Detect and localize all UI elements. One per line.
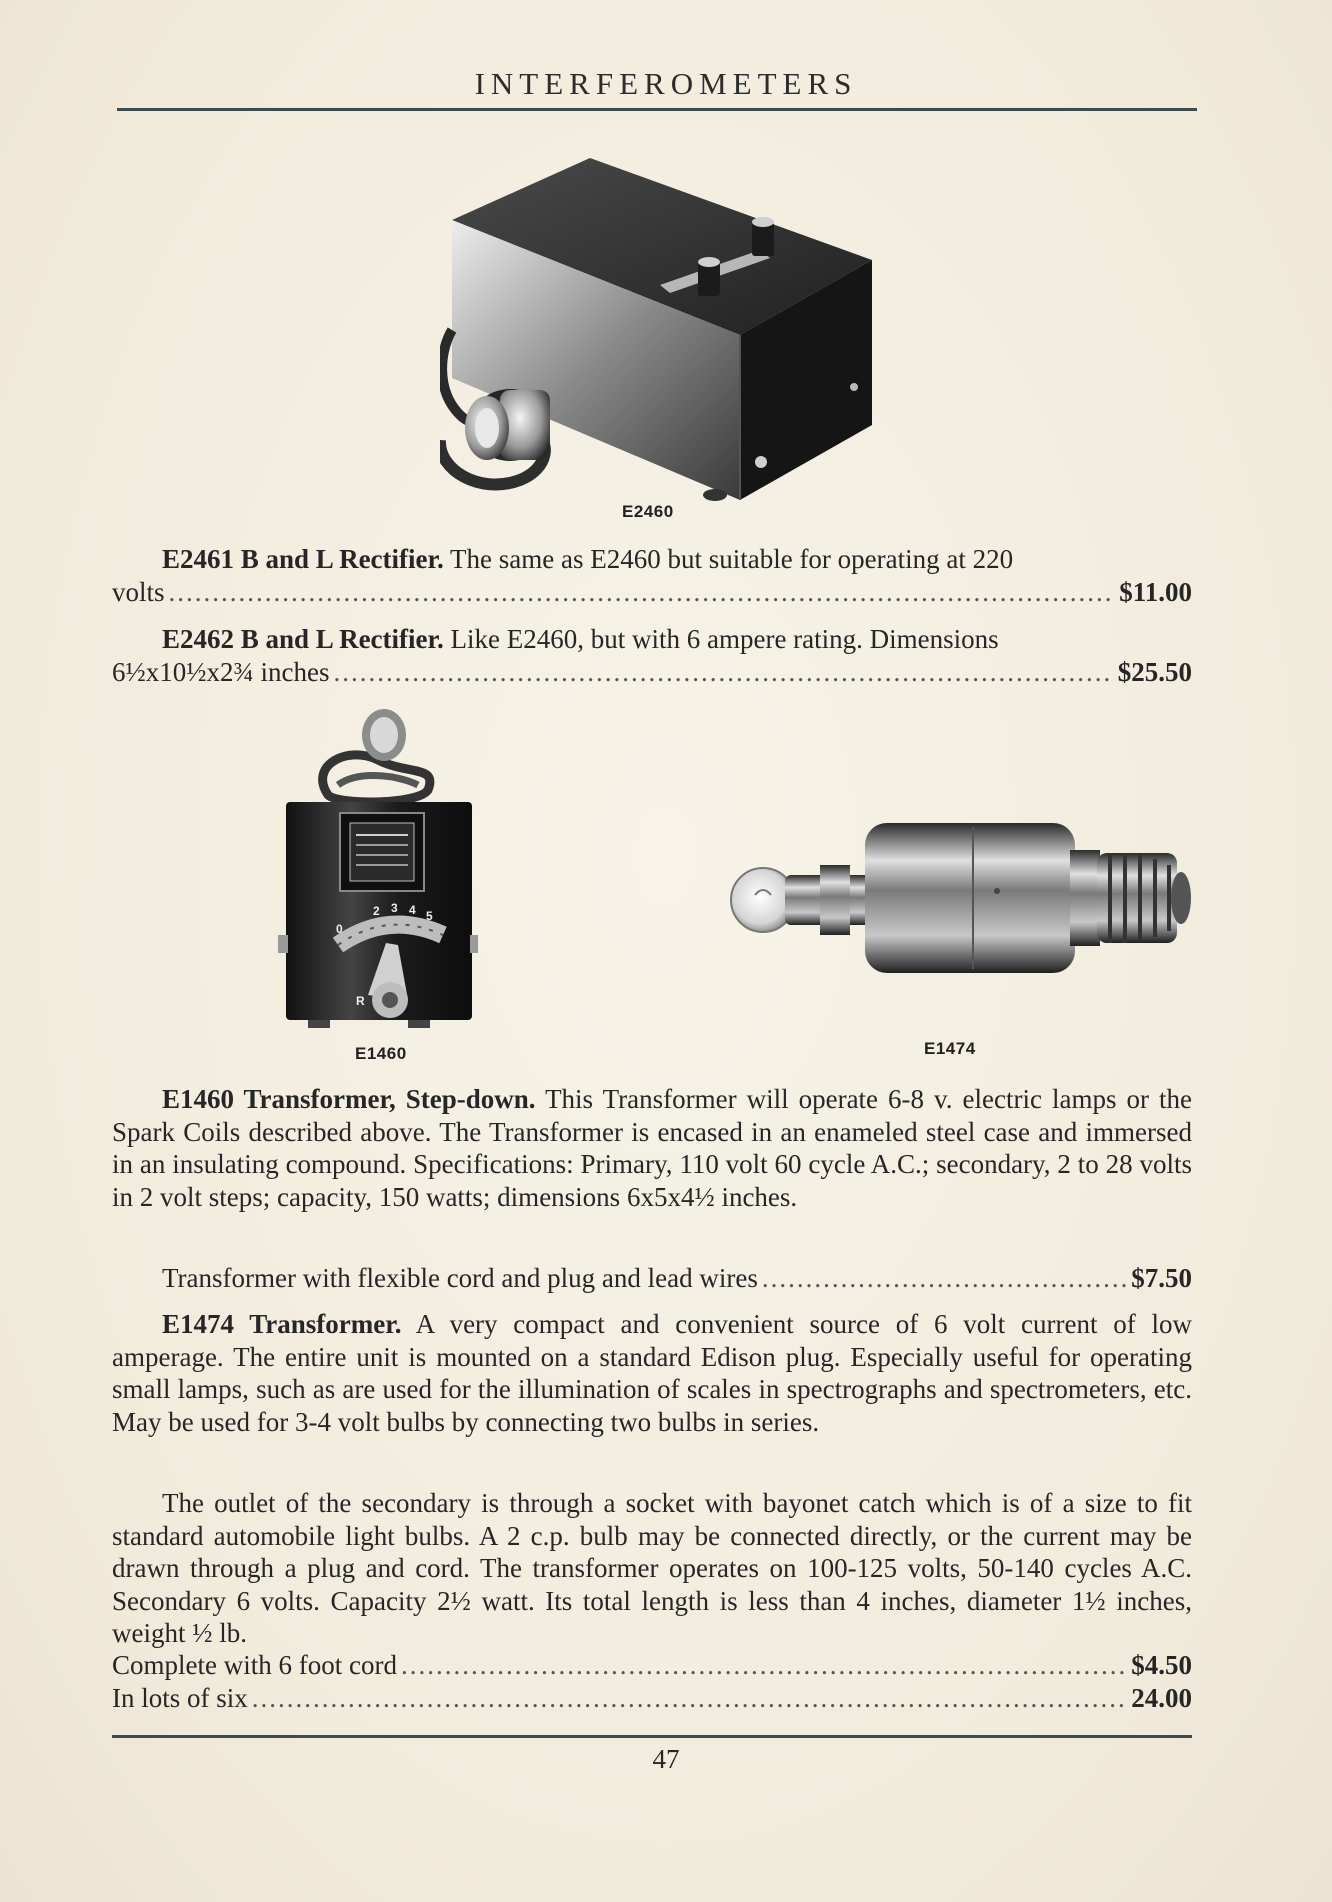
item-e2462-title: E2462 B and L Rectifier.	[162, 624, 444, 654]
header-rule	[117, 108, 1197, 111]
dial-number: 3	[391, 901, 398, 915]
item-e1460-text: This Transformer will operate 6-8 v. electric lamps or the Spark Coils described above. The Transformer is encased in an enameled steel case and immersed in an insulating compound. Specifications: Primary, 110 volt 60 cycle A.C.; secondary, 2 to 28 volts in 2 volt steps; capacity, 150 watts; dimensions 6x5x4½ inches.	[112, 1084, 1192, 1212]
item-e1474-price-label: Complete with 6 foot cord	[112, 1650, 397, 1680]
page-number: 47	[652, 1744, 680, 1774]
footer-rule	[112, 1735, 1192, 1738]
item-e2462-text: Like E2460, but with 6 ampere rating. Dimensions	[443, 624, 999, 654]
dot-leader	[333, 656, 1113, 689]
item-e2461-price: $11.00	[1119, 577, 1192, 607]
item-e2461-leader-label: volts	[112, 577, 165, 607]
item-e2461	[112, 543, 1192, 576]
figure-caption-e1460: E1460	[355, 1044, 407, 1063]
knob-label: R	[356, 994, 365, 1008]
item-e1474-title: E1474 Transformer.	[162, 1309, 402, 1339]
figure-caption-e1474: E1474	[924, 1039, 976, 1058]
item-e2462-price: $25.50	[1117, 657, 1192, 687]
item-e2462-price-line	[112, 656, 1192, 689]
item-e1474-text: A very compact and convenient source of 6 volt current of low amperage. The entire unit is mounted on a standard Edison plug. Especially useful for operating small lamps, such as are used for the illumination of scales in spectrographs and spectrometers, etc. May be used for 3-4 volt bulbs by connecting two bulbs in series.	[112, 1309, 1192, 1437]
item-e1460	[112, 1083, 1192, 1213]
figure-caption-e2460: E2460	[622, 502, 674, 521]
dial-number: 0	[336, 922, 343, 936]
item-e2461-text: The same as E2460 but suitable for operating at 220	[443, 544, 1014, 574]
dial-number: 4	[409, 903, 416, 917]
item-e1460-leader-label: Transformer with flexible cord and plug and lead wires	[162, 1263, 758, 1293]
item-e1474	[112, 1308, 1192, 1438]
item-e1474-price-line-2	[112, 1682, 1192, 1715]
item-e1474-price: $4.50	[1131, 1650, 1192, 1680]
dot-leader	[401, 1649, 1127, 1682]
item-e1474-price: 24.00	[1131, 1683, 1192, 1713]
plug-transformer-illustration	[725, 815, 1195, 980]
rectifier-illustration	[440, 150, 880, 505]
item-e1460-price: $7.50	[1131, 1263, 1192, 1293]
page-header-title: INTERFEROMETERS	[474, 66, 858, 101]
item-e2461-price-line	[112, 576, 1192, 609]
dot-leader	[762, 1262, 1127, 1295]
dot-leader	[252, 1682, 1127, 1715]
item-e1474-price-label: In lots of six	[112, 1683, 248, 1713]
item-e2462	[112, 623, 1192, 656]
item-e1460-title: E1460 Transformer, Step-down.	[162, 1084, 536, 1114]
dial-number: 5	[426, 909, 433, 923]
dot-leader	[169, 576, 1116, 609]
item-e2461-title: E2461 B and L Rectifier.	[162, 544, 444, 574]
item-e1460-price-line	[112, 1262, 1192, 1295]
item-e2462-leader-label: 6½x10½x2¾ inches	[112, 657, 330, 687]
dial-number: 2	[373, 904, 380, 918]
item-e1474-price-line-1	[112, 1649, 1192, 1682]
item-e1474-details: The outlet of the secondary is through a socket with bayonet catch which is of a size to fit standard automobile light bulbs. A 2 c.p. bulb may be connected directly, or the current may be drawn through a plug and cord. The transformer operates on 100-125 volts, 50-140 cycles A.C. Secondary 6 volts. Capacity 2½ watt. Its total length is less than 4 inches, diameter 1½ inches, weight ½ lb.	[112, 1488, 1192, 1648]
stepdown-transformer-illustration	[278, 705, 488, 1035]
